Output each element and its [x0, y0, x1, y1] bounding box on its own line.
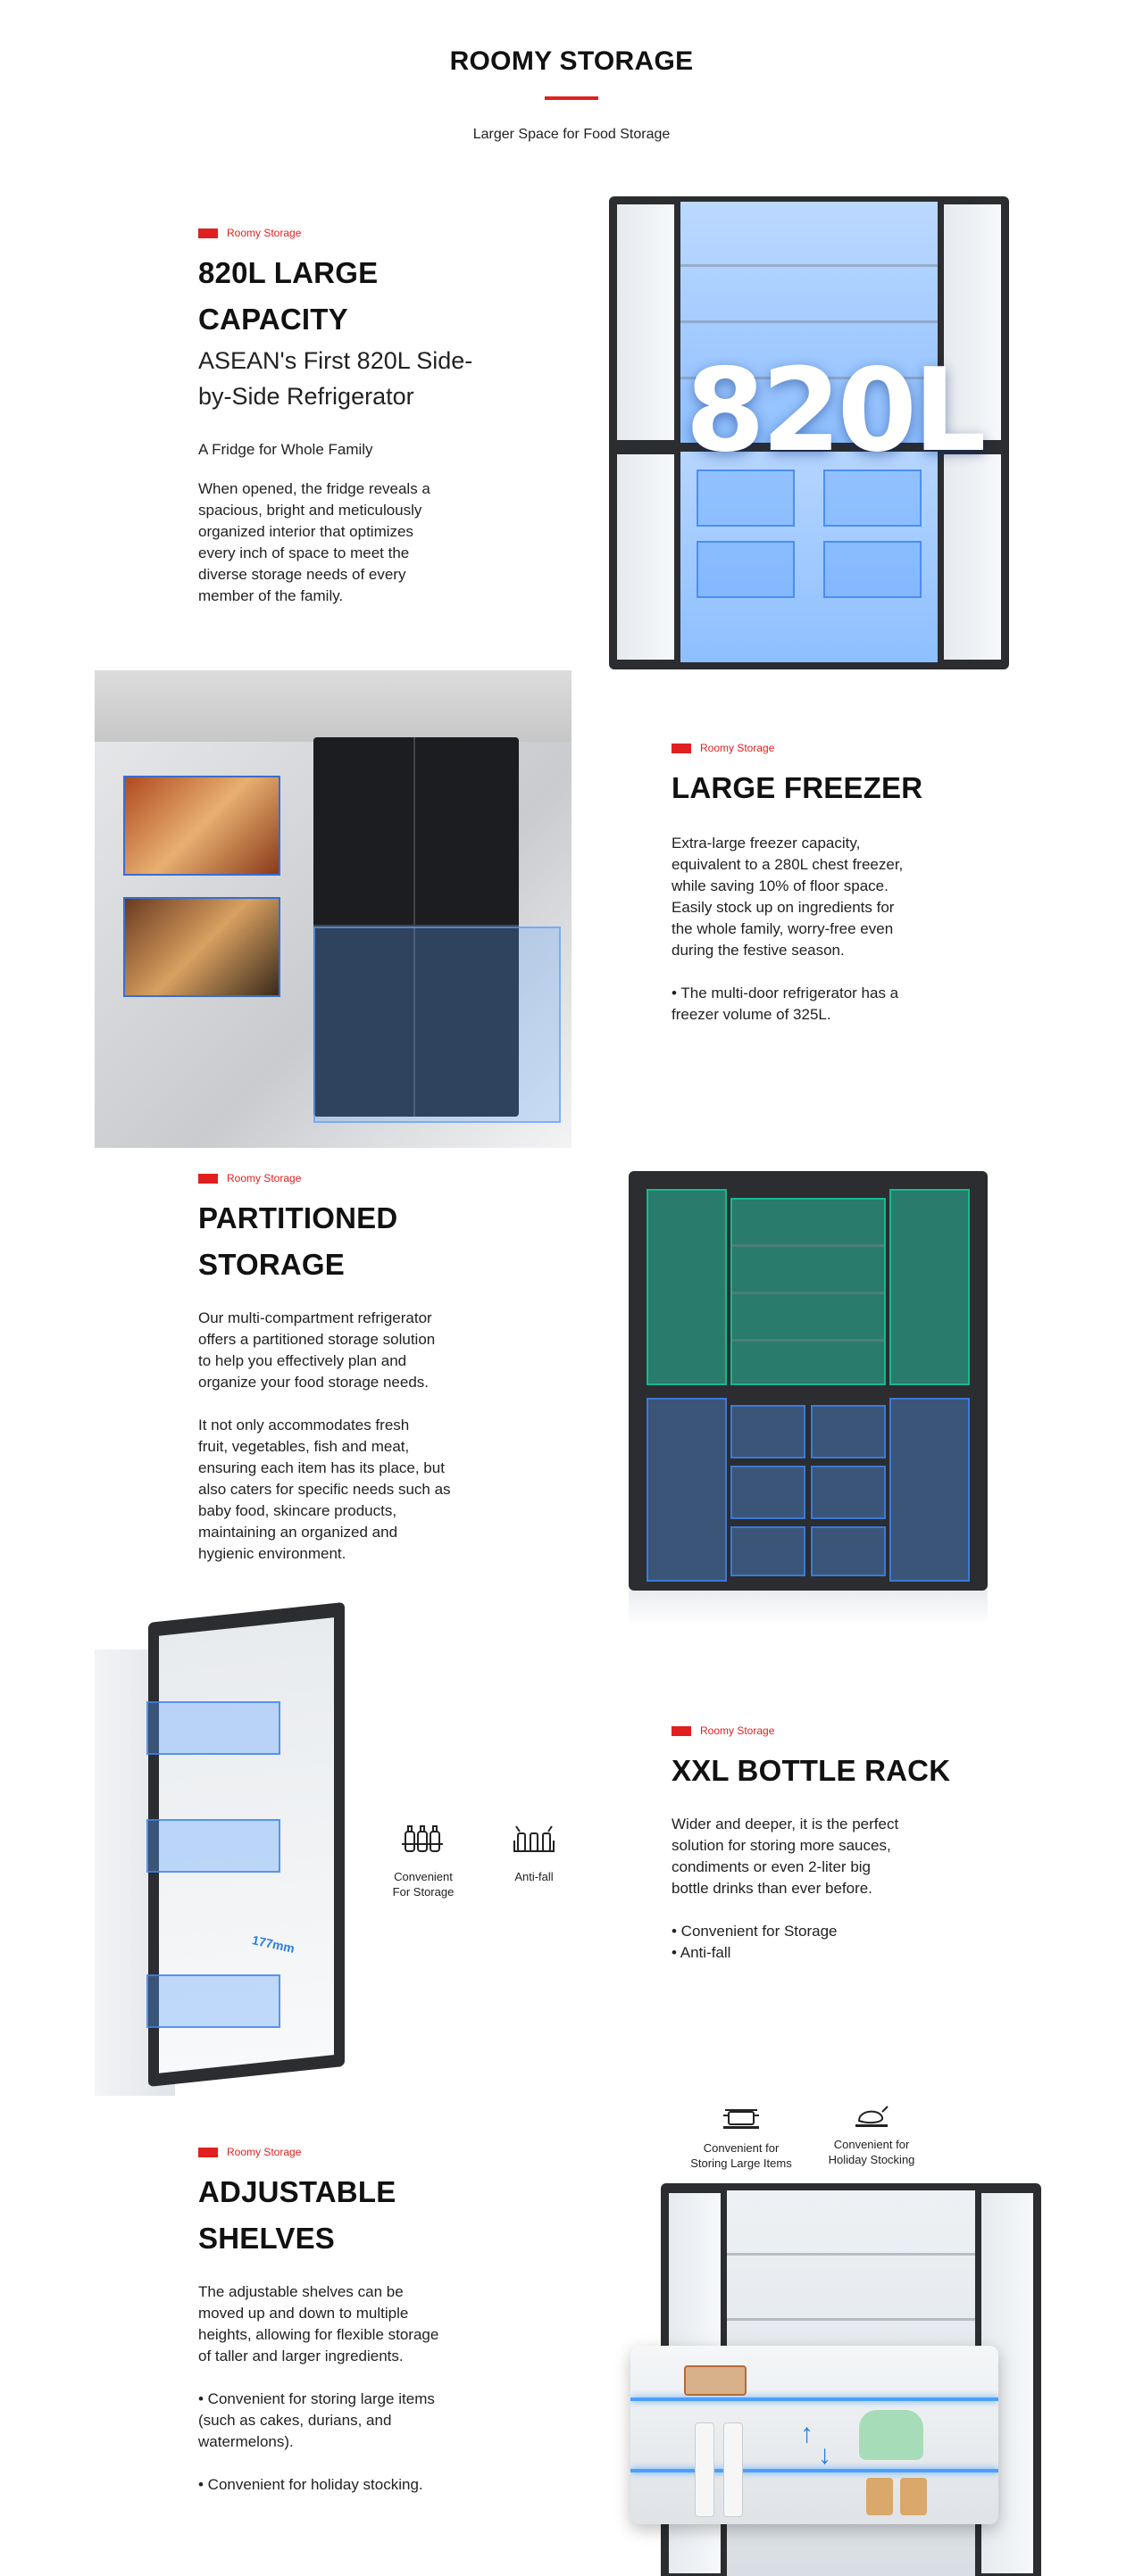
- partitioned-fridge-image: [629, 1171, 988, 1625]
- icon-caption-holiday: Convenient for Holiday Stocking: [828, 2138, 915, 2166]
- milk-bottle-1: [695, 2422, 714, 2517]
- bottles-icon: [398, 1823, 448, 1855]
- section-tag: Roomy Storage: [198, 2146, 438, 2158]
- tag-bar: [672, 1726, 691, 1736]
- fridge-interior-bottom: [680, 452, 938, 662]
- capacity-text-block: [198, 227, 472, 607]
- tag-bar: [198, 229, 218, 238]
- freezer-drawer-1: [730, 1405, 805, 1458]
- icon-caption-anti-fall: Anti-fall: [514, 1870, 554, 1883]
- right-freezer-door: [889, 1398, 970, 1582]
- partitioned-title: PARTITIONED STORAGE: [198, 1201, 398, 1281]
- freezer-title: LARGE FREEZER: [672, 771, 923, 804]
- freezer-kitchen-image: [95, 670, 572, 1148]
- capacity-820l-overlay: 820L: [685, 345, 983, 478]
- capacity-subtitle: ASEAN's First 820L Side- by-Side Refrigerator: [198, 347, 473, 410]
- casserole-pot: [859, 2410, 923, 2460]
- section-tag: Roomy Storage: [672, 742, 922, 754]
- seafood-photo: [123, 776, 280, 876]
- capacity-title: 820L LARGE CAPACITY: [198, 256, 379, 336]
- anti-fall-icon: [511, 1823, 557, 1855]
- section-tag: Roomy Storage: [198, 227, 472, 239]
- arrow-down-icon: ↓: [818, 2440, 831, 2470]
- section-tag: Roomy Storage: [672, 1724, 950, 1737]
- bottle-shelf-2: [146, 1819, 280, 1873]
- capacity-lead: A Fridge for Whole Family: [198, 441, 373, 458]
- fridge-door-left-bottom: [614, 452, 677, 662]
- icon-caption-large-items: Convenient for Storing Large Items: [690, 2141, 792, 2170]
- feast-photo: [123, 897, 280, 997]
- bottle-measure-label: 177mm: [250, 1932, 296, 1956]
- capacity-fridge-image: [609, 193, 1009, 671]
- page-subtitle: Larger Space for Food Storage: [472, 127, 671, 142]
- food-container: [684, 2365, 747, 2396]
- pot-icon: [720, 2101, 763, 2130]
- shelves-title: ADJUSTABLE SHELVES: [198, 2175, 396, 2255]
- bottle-rack-image: [95, 1623, 345, 2098]
- left-freezer-door: [647, 1398, 727, 1582]
- freezer-text-block: [672, 742, 922, 1026]
- cookie-jar-2: [900, 2478, 927, 2515]
- partitioned-body-2: It not only accommodates fresh fruit, vegetables, fish and meat, ensuring each item has its place, but also caters for specific needs such as baby food, skincare products, maintaining an organized and hygienic environment.: [198, 1417, 451, 1562]
- bottle-text-block: [672, 1724, 950, 1964]
- tag-bar: [198, 2148, 218, 2157]
- freezer-drawer-5: [730, 1526, 805, 1576]
- title-underline: [545, 96, 598, 100]
- page-title: ROOMY STORAGE: [449, 46, 694, 76]
- shelves-text-block: [198, 2146, 438, 2496]
- tag-bar: [672, 744, 691, 753]
- capacity-body: When opened, the fridge reveals a spacious, bright and meticulously organized interior that optimizes every inch of space to meet the diverse storage needs of every member of the family.: [198, 480, 430, 604]
- bottle-shelf-3: [146, 1974, 280, 2028]
- arrow-up-icon: ↑: [800, 2419, 813, 2448]
- fridge-door-right-bottom: [941, 452, 1004, 662]
- cookie-jar-1: [866, 2478, 893, 2515]
- freezer-bullet: • The multi-door refrigerator has a freezer volume of 325L.: [672, 985, 899, 1023]
- roast-chicken-icon: [852, 2101, 891, 2130]
- freezer-volume-highlight: [313, 927, 561, 1123]
- bottle-shelf-1: [146, 1701, 280, 1755]
- shelf-closeup-image: [630, 2346, 998, 2524]
- icon-caption-storage: Convenient For Storage: [392, 1870, 455, 1899]
- freezer-drawer-6: [811, 1526, 886, 1576]
- bottle-body: Wider and deeper, it is the perfect solution for storing more sauces, condiments or even 2-liter big bottle drinks than ever before.: [672, 1816, 899, 1897]
- fresh-food-compartment: [730, 1198, 886, 1385]
- shelves-bullet-2: • Convenient for holiday stocking.: [198, 2476, 423, 2493]
- bottle-title: XXL BOTTLE RACK: [672, 1754, 951, 1787]
- freezer-drawer-3: [730, 1466, 805, 1519]
- bottle-bullets: • Convenient for Storage • Anti-fall: [672, 1923, 838, 1961]
- milk-bottle-2: [723, 2422, 743, 2517]
- shelves-body: The adjustable shelves can be moved up and down to multiple heights, allowing for flexible storage of taller and larger ingredients.: [198, 2283, 439, 2364]
- tag-bar: [198, 1174, 218, 1184]
- section-tag: Roomy Storage: [198, 1172, 451, 1184]
- freezer-body: Extra-large freezer capacity, equivalent to a 280L chest freezer, while saving 10% of floor space. Easily stock up on ingredients for the whole family, worry-free even during the festive season.: [672, 835, 904, 959]
- partitioned-text-block: [198, 1172, 451, 1565]
- freezer-drawer-4: [811, 1466, 886, 1519]
- shelves-bullet-1: • Convenient for storing large items (such as cakes, durians, and watermelons).: [198, 2390, 435, 2450]
- left-door-compartment: [647, 1189, 727, 1385]
- right-door-compartment: [889, 1189, 970, 1385]
- freezer-drawer-2: [811, 1405, 886, 1458]
- partitioned-body-1: Our multi-compartment refrigerator offers a partitioned storage solution to help you effectively plan and organize your food storage needs.: [198, 1309, 436, 1391]
